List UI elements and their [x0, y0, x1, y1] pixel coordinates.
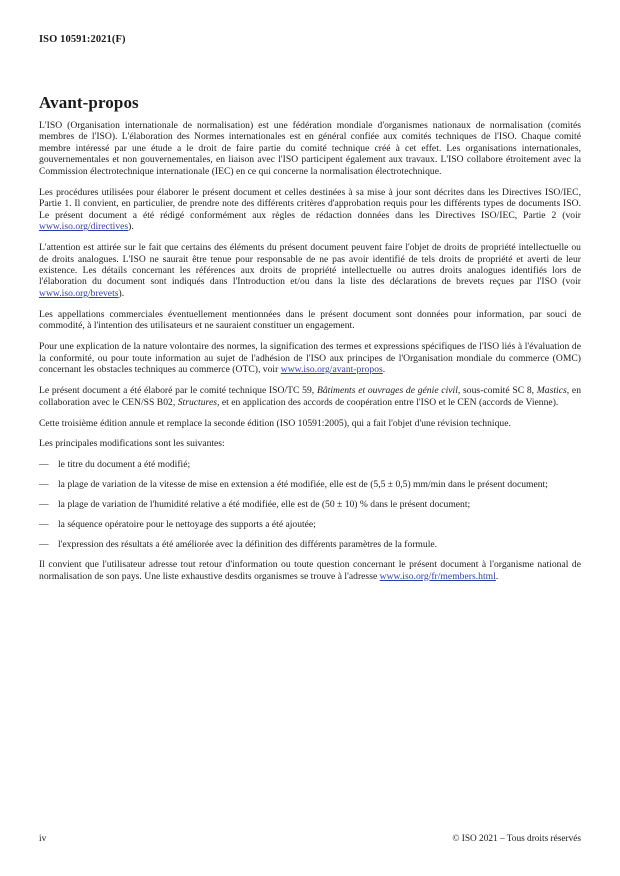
em-dash-icon: — — [39, 458, 49, 470]
list-item-label: le titre du document a été modifié; — [58, 458, 191, 470]
list-item — [39, 539, 581, 550]
paragraph-text-2: , sous-comité SC 8, — [457, 385, 537, 397]
paragraph-text: Les procédures utilisées pour élaborer le présent document et celles destinées à sa mise à jour sont décrites dans les Directives ISO/IEC, Partie 1. Il convient, en particulier, de prendre note des différents critères d'approbation requis pour les différents types de documents ISO. Le présent document a été rédigé conformément aux règles de rédaction données dans les Directives ISO/IEC, Partie 2 (voir — [39, 186, 581, 221]
paragraph-procedures — [39, 187, 581, 233]
em-dash-icon: — — [39, 518, 49, 530]
paragraph-text-tail: . — [382, 364, 386, 376]
em-dash-icon: — — [39, 498, 49, 510]
copyright-notice: © ISO 2021 – Tous droits réservés — [452, 834, 581, 844]
em-dash-icon: — — [39, 478, 49, 490]
paragraph-edition — [39, 418, 581, 429]
paragraph-text: Pour une explication de la nature volontaire des normes, la signification des termes et expressions spécifiques de l'ISO liés à l'évaluation de la conformité, ou pour toute information au sujet de l'adhésion de l'ISO aux principes de l'Organisation mondiale du commerce (OMC) concernant les obstacles techniques au commerce (OTC), voir — [39, 341, 581, 376]
paragraph-committee — [39, 385, 581, 408]
list-item-label: la séquence opératoire pour le nettoyage des supports a été ajoutée; — [58, 518, 316, 530]
paragraph-text-tail: . — [495, 570, 499, 582]
link-iso-brevets[interactable]: www.iso.org/brevets — [39, 287, 119, 299]
subcommittee-title-sc8: Mastics — [536, 385, 567, 397]
paragraph-patent-rights — [39, 242, 581, 299]
list-item — [39, 519, 581, 530]
list-item-label: l'expression des résultats a été améliorée avec la définition des différents paramètres de la formule. — [58, 538, 438, 550]
list-item — [39, 479, 581, 490]
paragraph-feedback — [39, 559, 581, 582]
paragraph-text: Il convient que l'utilisateur adresse tout retour d'information ou toute question concernant le présent document à l'organisme national de normalisation de son pays. Une liste exhaustive desdits organismes se trouve à l'adresse — [39, 559, 581, 582]
changes-lead-in: Les principales modifications sont les suivantes: — [39, 438, 225, 450]
paragraph-text-tail: ). — [118, 287, 125, 299]
paragraph-text: L'ISO (Organisation internationale de normalisation) est une fédération mondiale d'organismes nationaux de normalisation (comités membres de l'ISO). L'élaboration des Normes internationales est en général confiée aux comités techniques de l'ISO. Chaque comité membre intéressé par une étude a le droit de faire partie du comité technique créé à cet effet. Les organisations internationales, gouvernementales et non gouvernementales, en liaison avec l'ISO participent également aux travaux. L'ISO collabore étroitement avec la Commission électrotechnique internationale (IEC) en ce qui concerne la normalisation électrotechnique. — [39, 120, 581, 177]
paragraph-text: Les appellations commerciales éventuellement mentionnées dans le présent document sont données pour information, par souci de commodité, à l'intention des utilisateurs et ne sauraient constituer un engagement. — [39, 308, 581, 332]
list-item — [39, 459, 581, 470]
paragraph-text-tail: ). — [128, 221, 134, 233]
paragraph-trade-names — [39, 309, 581, 332]
link-iso-avant-propos[interactable]: www.iso.org/avant-propos — [280, 364, 383, 376]
paragraph-iso-definition — [39, 120, 581, 177]
paragraph-text: L'attention est attirée sur le fait que certains des éléments du présent document peuvent faire l'objet de droits de propriété intellectuelle ou de droits analogues. L'ISO ne saurait être tenue pour responsable de ne pas avoir identifié de tels droits de propriété et averti de leur existence. Les détails concernant les références aux droits de propriété intellectuelle ou autres droits analogues identifiés lors de l'élaboration du document sont indiqués dans l'Introduction et/ou dans la liste des déclarations de brevets reçues par l'ISO (voir — [39, 242, 581, 288]
list-item-label: la plage de variation de la vitesse de mise en extension a été modifiée, elle est de (5,5 ± 0,5) mm/min dans le présent document; — [58, 478, 548, 490]
cen-committee-title: Structures, — [177, 396, 220, 408]
paragraph-text-4: et en application des accords de coopération entre l'ISO et le CEN (accords de Vienne). — [219, 396, 559, 408]
paragraph-text: Cette troisième édition annule et remplace la seconde édition (ISO 10591:2005), qui a fait l'objet d'une révision technique. — [39, 417, 511, 429]
link-iso-members[interactable]: www.iso.org/fr/members.html — [379, 570, 496, 582]
page-footer — [39, 833, 581, 845]
list-item-label: la plage de variation de l'humidité relative a été modifiée, elle est de (50 ± 10) % dans le présent document; — [58, 498, 471, 510]
body-content — [39, 120, 581, 582]
paragraph-text: Le présent document a été élaboré par le comité technique ISO/TC 59, — [39, 385, 317, 397]
running-head: ISO 10591:2021(F) — [39, 34, 126, 45]
page-title: Avant-propos — [39, 93, 139, 113]
paragraph-text-3: , en collaboration avec le CEN/SS B02, — [39, 385, 582, 408]
link-iso-directives[interactable]: www.iso.org/directives — [39, 221, 129, 233]
committee-title-tc59: Bâtiments et ouvrages de génie civil — [316, 385, 458, 397]
paragraph-wto-tbt — [39, 341, 581, 375]
page-number: iv — [39, 834, 47, 844]
changes-list — [39, 459, 581, 550]
em-dash-icon: — — [39, 538, 49, 550]
list-item — [39, 499, 581, 510]
